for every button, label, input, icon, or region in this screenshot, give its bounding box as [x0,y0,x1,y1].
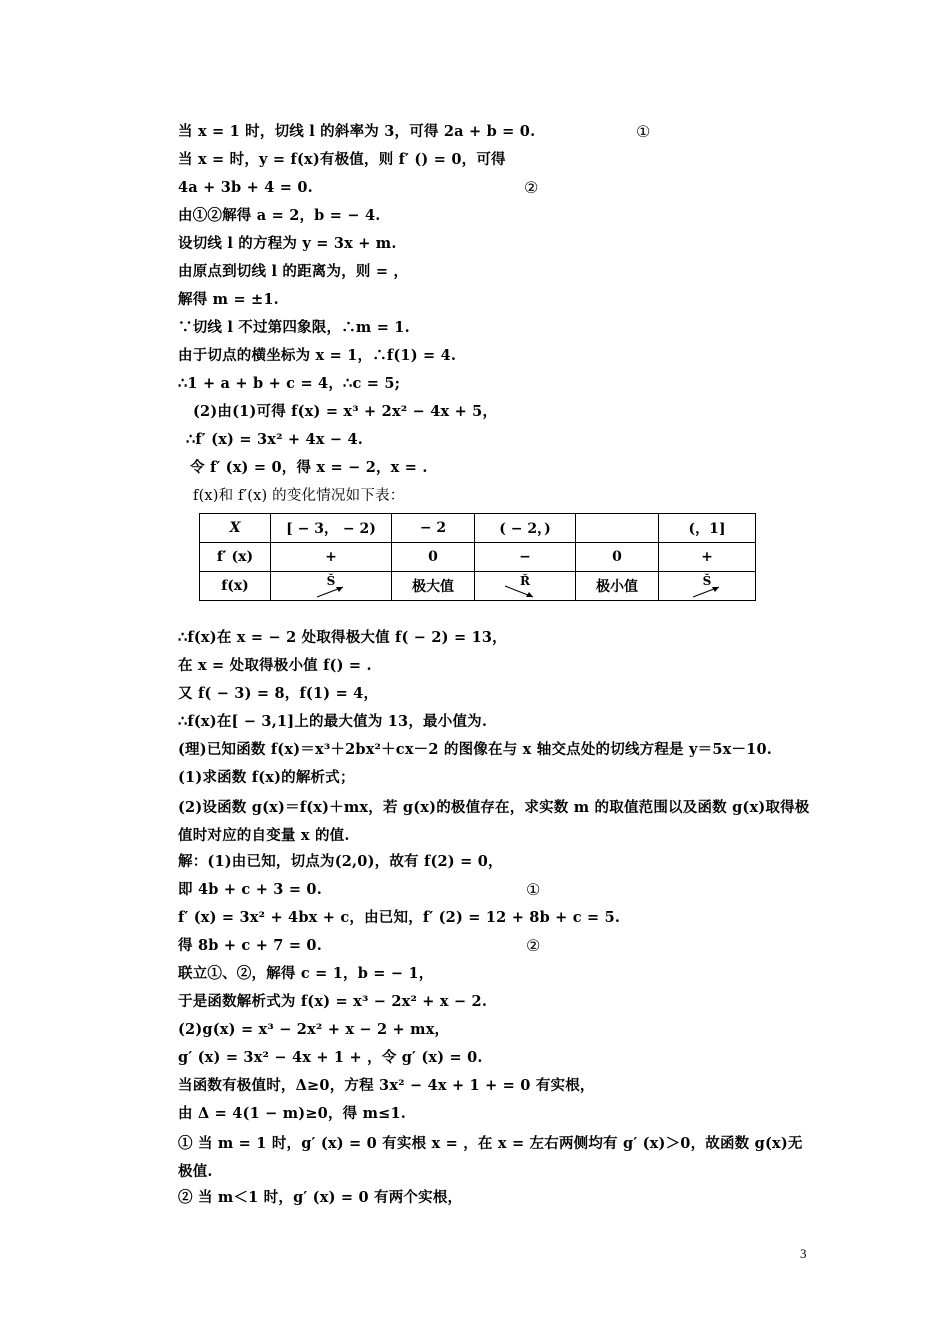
text-line: (2)设函数 g(x)＝f(x)＋mx，若 g(x)的极值存在，求实数 m 的取值范围以及函数 g(x)取得极值时对应的自变量 x 的值. [178,799,810,844]
table-row [200,543,756,572]
text-line: ∴f(x)在 x = − 2 处取得极大值 f( − 2) = 13， [178,629,507,646]
table-cell: f(x) [200,572,271,601]
table-cell: + [271,543,392,572]
text-line: (理)已知函数 f(x)＝x³＋2bx²＋cx－2 的图像在与 x 轴交点处的切线方程是 y＝5x－10. [178,741,772,758]
variation-table [199,513,756,601]
text-line: g′ (x) = 3x² − 4x + 1 + ，令 g′ (x) = 0. [178,1049,483,1066]
circled-number: ① [526,880,541,899]
table-cell: [ − 3， − 2) [271,514,392,543]
table-cell: f′ (x) [200,543,271,572]
text-line: 解：(1)由已知，切点为(2,0)，故有 f(2) = 0， [178,853,503,870]
table-cell: 0 [392,543,475,572]
decreasing-cell [475,572,576,601]
text-line: 由原点到切线 l 的距离为，则 = ， [178,263,409,280]
table-row [200,514,756,543]
text-line: 于是函数解析式为 f(x) = x³ − 2x² + x − 2. [178,993,488,1010]
table-cell: − [475,543,576,572]
table-cell: 极小值 [576,572,659,601]
text-line: ∴f′ (x) = 3x² + 4x − 4. [186,431,363,448]
text-line: 即 4b + c + 3 = 0. [178,881,322,898]
text-line: (2)g(x) = x³ − 2x² + x − 2 + mx， [178,1021,450,1038]
increasing-cell [659,572,756,601]
text-line: 得 8b + c + 7 = 0. [178,937,322,954]
text-line: 由 Δ = 4(1 − m)≥0，得 m≤1. [178,1105,407,1122]
text-line: 又 f( − 3) = 8，f(1) = 4， [178,685,379,702]
text-line: 由于切点的横坐标为 x = 1，∴f(1) = 4. [178,347,457,364]
table-cell: 极大值 [392,572,475,601]
table-cell: − 2 [392,514,475,543]
text-line: 当 x = 1 时，切线 l 的斜率为 3，可得 2a + b = 0. [178,123,536,140]
arrow-glyph: Š [326,574,336,588]
table-cell [576,514,659,543]
text-line: 4a + 3b + 4 = 0. [178,179,313,196]
circled-number: ② [526,936,541,955]
text-line: 由①②解得 a = 2，b = − 4. [178,207,381,224]
text-line: 设切线 l 的方程为 y = 3x + m. [178,235,397,252]
table-cell: X [200,514,271,543]
arrow-glyph: Ř [520,574,530,588]
text-line: 解得 m = ±1. [178,291,279,308]
text-line: ∴1 + a + b + c = 4，∴c = 5; [178,375,401,392]
table-cell: ( − 2，) [475,514,576,543]
text-line: 令 f′ (x) = 0，得 x = − 2，x = . [190,459,428,476]
text-line: ② 当 m＜1 时，g′ (x) = 0 有两个实根， [178,1189,463,1206]
text-line: (1)求函数 f(x)的解析式； [178,769,355,786]
decreasing-arrow-icon [475,572,575,600]
page-number: 3 [800,1246,807,1261]
arrow-glyph: Š [702,574,712,588]
table-cell: (，1] [659,514,756,543]
text-line: (2)由(1)可得 f(x) = x³ + 2x² − 4x + 5， [193,403,498,420]
text-line: 当 x = 时，y = f(x)有极值，则 f′ () = 0，可得 [178,151,506,168]
text-line: 联立①、②，解得 c = 1，b = − 1， [178,965,434,982]
text-line: ∵切线 l 不过第四象限，∴m = 1. [178,319,410,336]
text-line: ∴f(x)在[ − 3,1]上的最大值为 13，最小值为. [178,713,488,730]
increasing-arrow-icon [271,572,391,600]
text-line: f′ (x) = 3x² + 4bx + c，由已知，f′ (2) = 12 + 8b + c = 5. [178,909,621,926]
text-line: f(x)和 f′(x) 的变化情况如下表： [193,488,405,504]
circled-number: ① [636,122,651,141]
circled-number: ② [524,178,539,197]
increasing-cell [271,572,392,601]
text-line: 当函数有极值时，Δ≥0，方程 3x² − 4x + 1 + = 0 有实根， [178,1077,595,1094]
table-cell: + [659,543,756,572]
table-row [200,572,756,601]
text-line: ① 当 m = 1 时，g′ (x) = 0 有实根 x = ，在 x = 左右两侧均有 g′ (x)＞0，故函数 g(x)无极值. [178,1135,803,1180]
increasing-arrow-icon [659,572,755,600]
table-cell: 0 [576,543,659,572]
text-line: 在 x = 处取得极小值 f() = . [178,657,372,674]
